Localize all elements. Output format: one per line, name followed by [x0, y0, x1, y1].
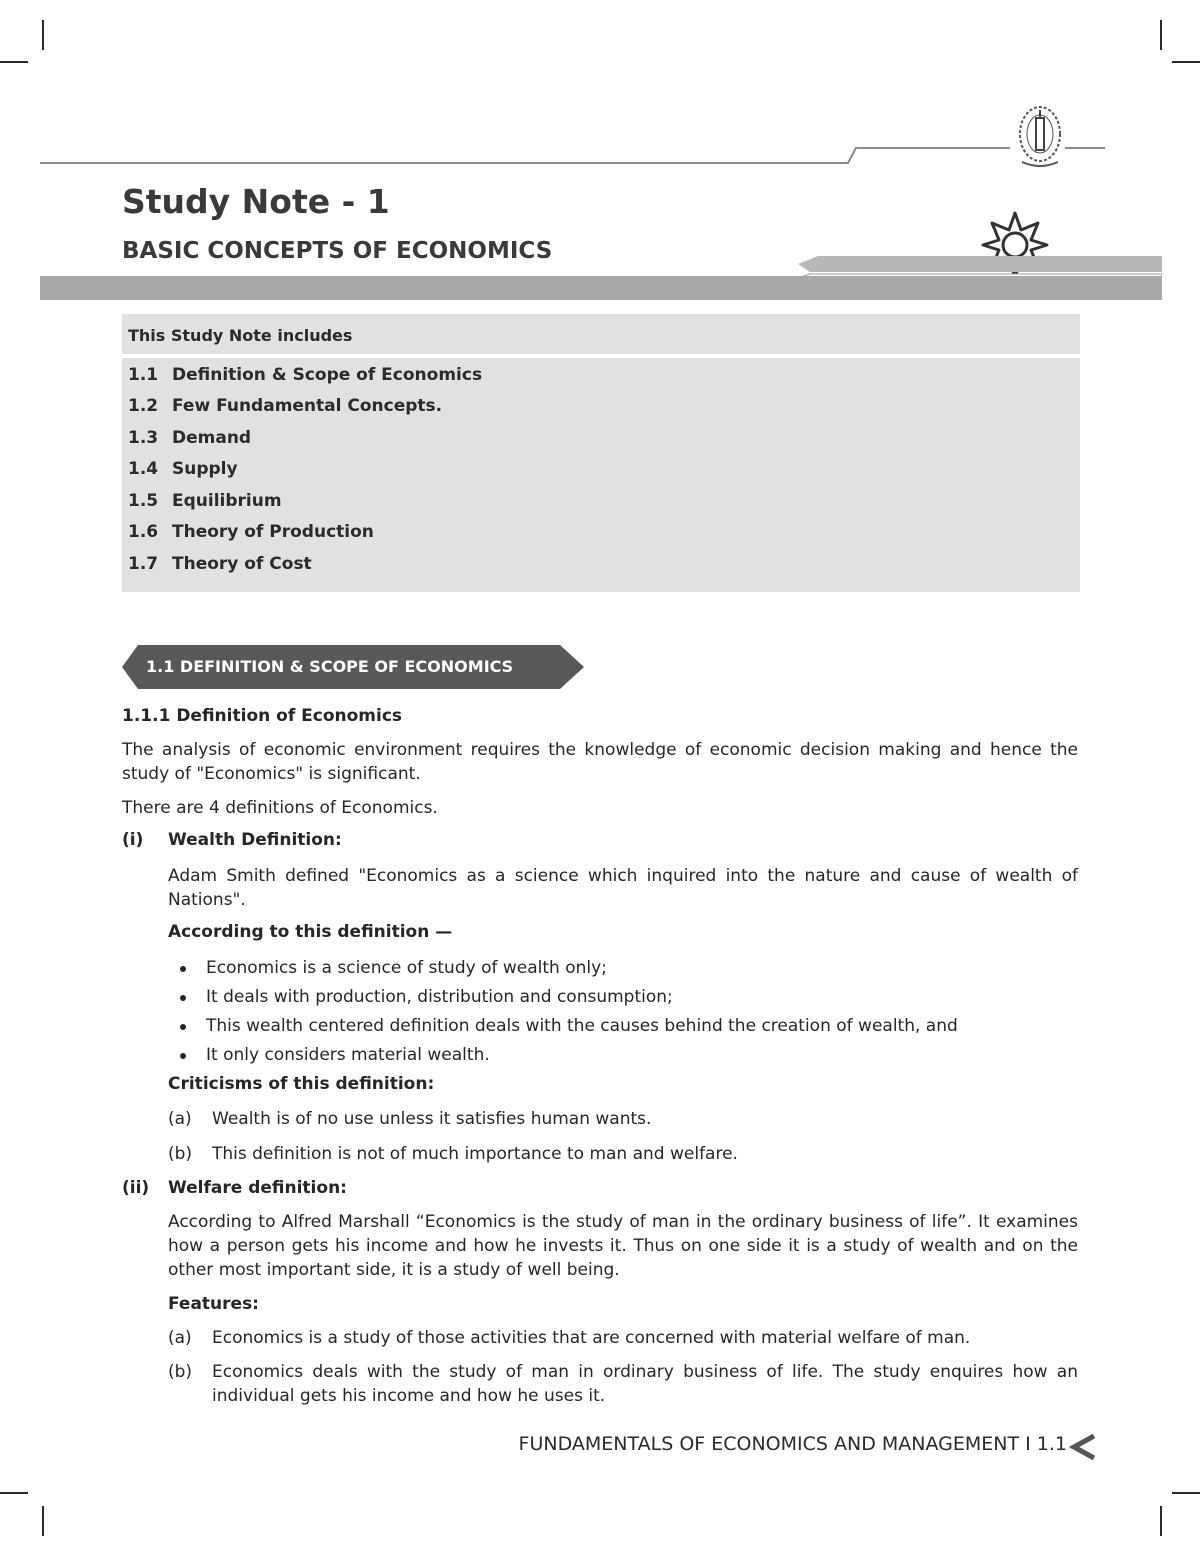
bullet-item: Economics is a science of study of wealth only; — [206, 958, 607, 978]
definition-marker: (ii) — [122, 1178, 150, 1198]
title-band — [40, 276, 1162, 300]
subsection-heading: 1.1.1 Definition of Economics — [122, 706, 403, 726]
criticism-item: Wealth is of no use unless it satisfies human wants. — [212, 1109, 652, 1129]
definition-body: According to Alfred Marshall “Economics is the study of man in the ordinary business of life”. It examines how a person gets his income and how he invests it. Thus on one side it is a study of wealth and on the other most important side, it is a study of well being. — [168, 1212, 1078, 1280]
includes-heading: This Study Note includes — [128, 326, 353, 345]
page-footer: FUNDAMENTALS OF ECONOMICS AND MANAGEMENT I 1.1 — [518, 1433, 1067, 1455]
list-item: 1.5 Equilibrium — [128, 491, 282, 511]
bullet-dot — [180, 995, 186, 1001]
feature-marker: (b) — [168, 1362, 193, 1382]
list-item: 1.4 Supply — [128, 459, 238, 479]
definitions-count: There are 4 definitions of Economics. — [122, 798, 438, 818]
study-note-title: Study Note - 1 — [122, 182, 390, 221]
intro-paragraph: The analysis of economic environment requires the knowledge of economic decision making and hence the study of "Economics" is significant. — [122, 740, 1078, 784]
section-banner-label: 1.1 DEFINITION & SCOPE OF ECONOMICS — [146, 657, 514, 676]
crop-mark — [1172, 1492, 1200, 1494]
criticism-marker: (b) — [168, 1144, 193, 1164]
list-item: 1.6 Theory of Production — [128, 522, 374, 542]
crop-mark — [1172, 61, 1200, 63]
feature-marker: (a) — [168, 1328, 192, 1348]
crop-mark — [0, 61, 28, 63]
bullet-dot — [180, 1024, 186, 1030]
features-heading: Features: — [168, 1294, 259, 1314]
chapter-title: BASIC CONCEPTS OF ECONOMICS — [122, 238, 553, 264]
chevron-left-icon — [1068, 1432, 1098, 1462]
bullet-item: It deals with production, distribution and consumption; — [206, 987, 673, 1007]
list-item: 1.3 Demand — [128, 428, 252, 448]
includes-header — [122, 314, 1080, 354]
criticisms-heading: Criticisms of this definition: — [168, 1074, 435, 1094]
bullet-dot — [180, 1053, 186, 1059]
institute-emblem-icon — [1012, 96, 1068, 176]
according-heading: According to this definition — — [168, 922, 453, 942]
definition-title: Wealth Definition: — [168, 830, 342, 850]
bullet-item: It only considers material wealth. — [206, 1045, 490, 1065]
list-item: 1.2 Few Fundamental Concepts. — [128, 396, 443, 416]
crop-mark — [1160, 20, 1162, 50]
crop-mark — [42, 1506, 44, 1536]
list-item: 1.7 Theory of Cost — [128, 554, 312, 574]
criticism-marker: (a) — [168, 1109, 192, 1129]
crop-mark — [42, 20, 44, 50]
definition-marker: (i) — [122, 830, 144, 850]
list-item: 1.1 Definition & Scope of Economics — [128, 365, 483, 385]
crop-mark — [1160, 1506, 1162, 1536]
crop-mark — [0, 1492, 28, 1494]
definition-title: Welfare definition: — [168, 1178, 347, 1198]
feature-item: Economics is a study of those activities that are concerned with material welfare of man. — [212, 1328, 971, 1348]
bullet-item: This wealth centered definition deals with the causes behind the creation of wealth, and — [206, 1016, 958, 1036]
section-banner — [120, 645, 586, 689]
includes-list — [122, 358, 1080, 592]
bullet-dot — [180, 966, 186, 972]
definition-body: Adam Smith defined "Economics as a science which inquired into the nature and cause of wealth of Nations". — [168, 866, 1078, 910]
criticism-item: This definition is not of much importance to man and welfare. — [212, 1144, 738, 1164]
feature-item: Economics deals with the study of man in ordinary business of life. The study enquires how an individual gets his income and how he uses it. — [212, 1362, 1078, 1406]
